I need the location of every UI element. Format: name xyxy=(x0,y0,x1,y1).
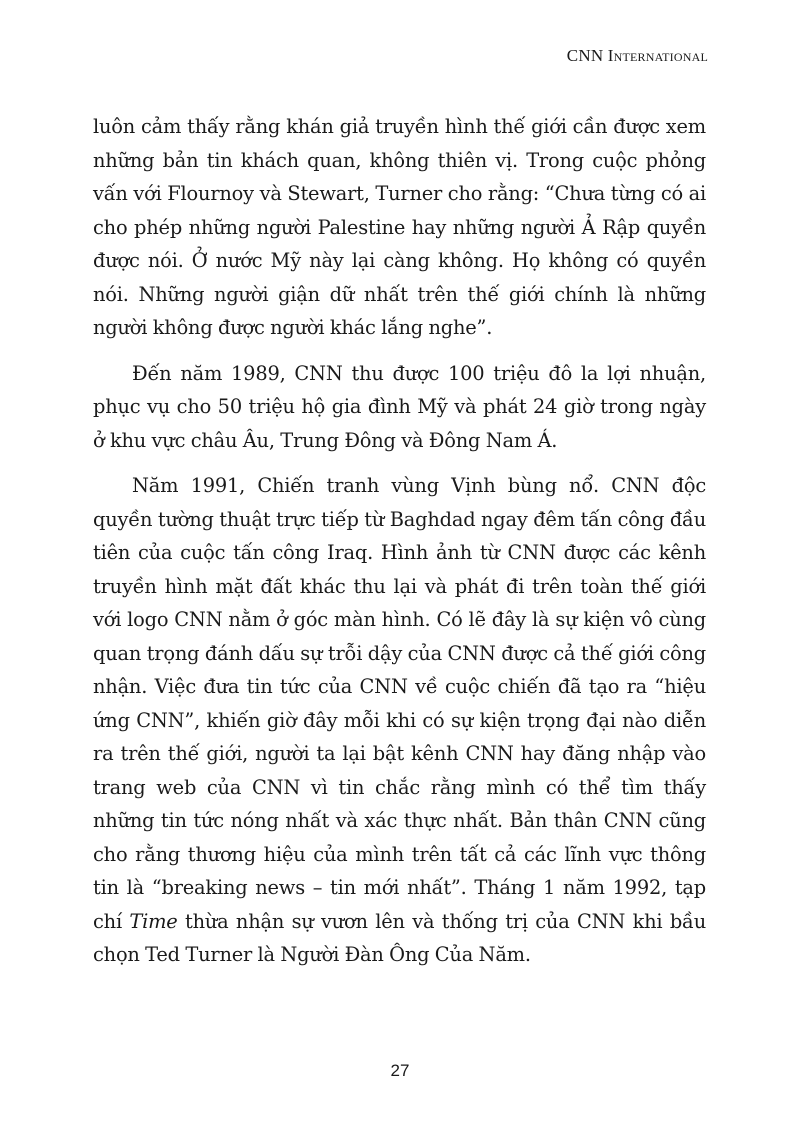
running-head-international: International xyxy=(607,46,708,65)
gulf-war-text-end: thừa nhận sự vươn lên và thống trị của CNN khi bầu chọn Ted Turner là Người Đàn Ông Của Năm. xyxy=(93,909,706,966)
paragraph-1989-profits: Đến năm 1989, CNN thu được 100 triệu đô la lợi nhuận, phục vụ cho 50 triệu hộ gia đình Mỹ và phát 24 giờ trong ngày ở khu vực châu Âu, Trung Đông và Đông Nam Á. xyxy=(93,361,706,452)
time-magazine-title: Time xyxy=(129,909,178,933)
running-head-cnn: CNN xyxy=(566,46,604,65)
gulf-war-text-start: Năm 1991, Chiến tranh vùng Vịnh bùng nổ. CNN độc quyền tường thuật trực tiếp từ Baghdad ngay đêm tấn công đầu tiên của cuộc tấn công Iraq. Hình ảnh từ CNN được các kênh truyền hình mặt đất khác thu lại và phát đi trên toàn thế giới với logo CNN nằm ở góc màn hình. Có lẽ đây là sự kiện vô cùng quan trọng đánh dấu sự trỗi dậy của CNN được cả thế giới công nhận. Việc đưa tin tức của CNN về cuộc chiến đã tạo ra “hiệu ứng CNN”, khiến giờ đây mỗi khi có sự kiện trọng đại nào diễn ra trên thế giới, người ta lại bật kênh CNN hay đăng nhập vào trang web của CNN vì tin chắc rằng mình có thể tìm thấy những tin tức nóng nhất và xác thực nhất. Bản thân CNN cũng cho rằng thương hiệu của mình trên tất cả các lĩnh vực thông tin là “breaking news – tin mới nhất”. Tháng 1 năm 1992, tạp chí xyxy=(93,474,706,933)
paragraph-gulf-war xyxy=(93,469,706,972)
paragraph-turner-quote: luôn cảm thấy rằng khán giả truyền hình thế giới cần được xem những bản tin khách quan, không thiên vị. Trong cuộc phỏng vấn với Flournoy và Stewart, Turner cho rằng: “Chưa từng có ai cho phép những người Palestine hay những người Ả Rập quyền được nói. Ở nước Mỹ này lại càng không. Họ không có quyền nói. Những người giận dữ nhất trên thế giới chính là những người không được người khác lắng nghe”. xyxy=(93,115,706,339)
page-number: 27 xyxy=(390,1061,410,1080)
body-text xyxy=(93,110,706,984)
running-head xyxy=(567,46,708,66)
